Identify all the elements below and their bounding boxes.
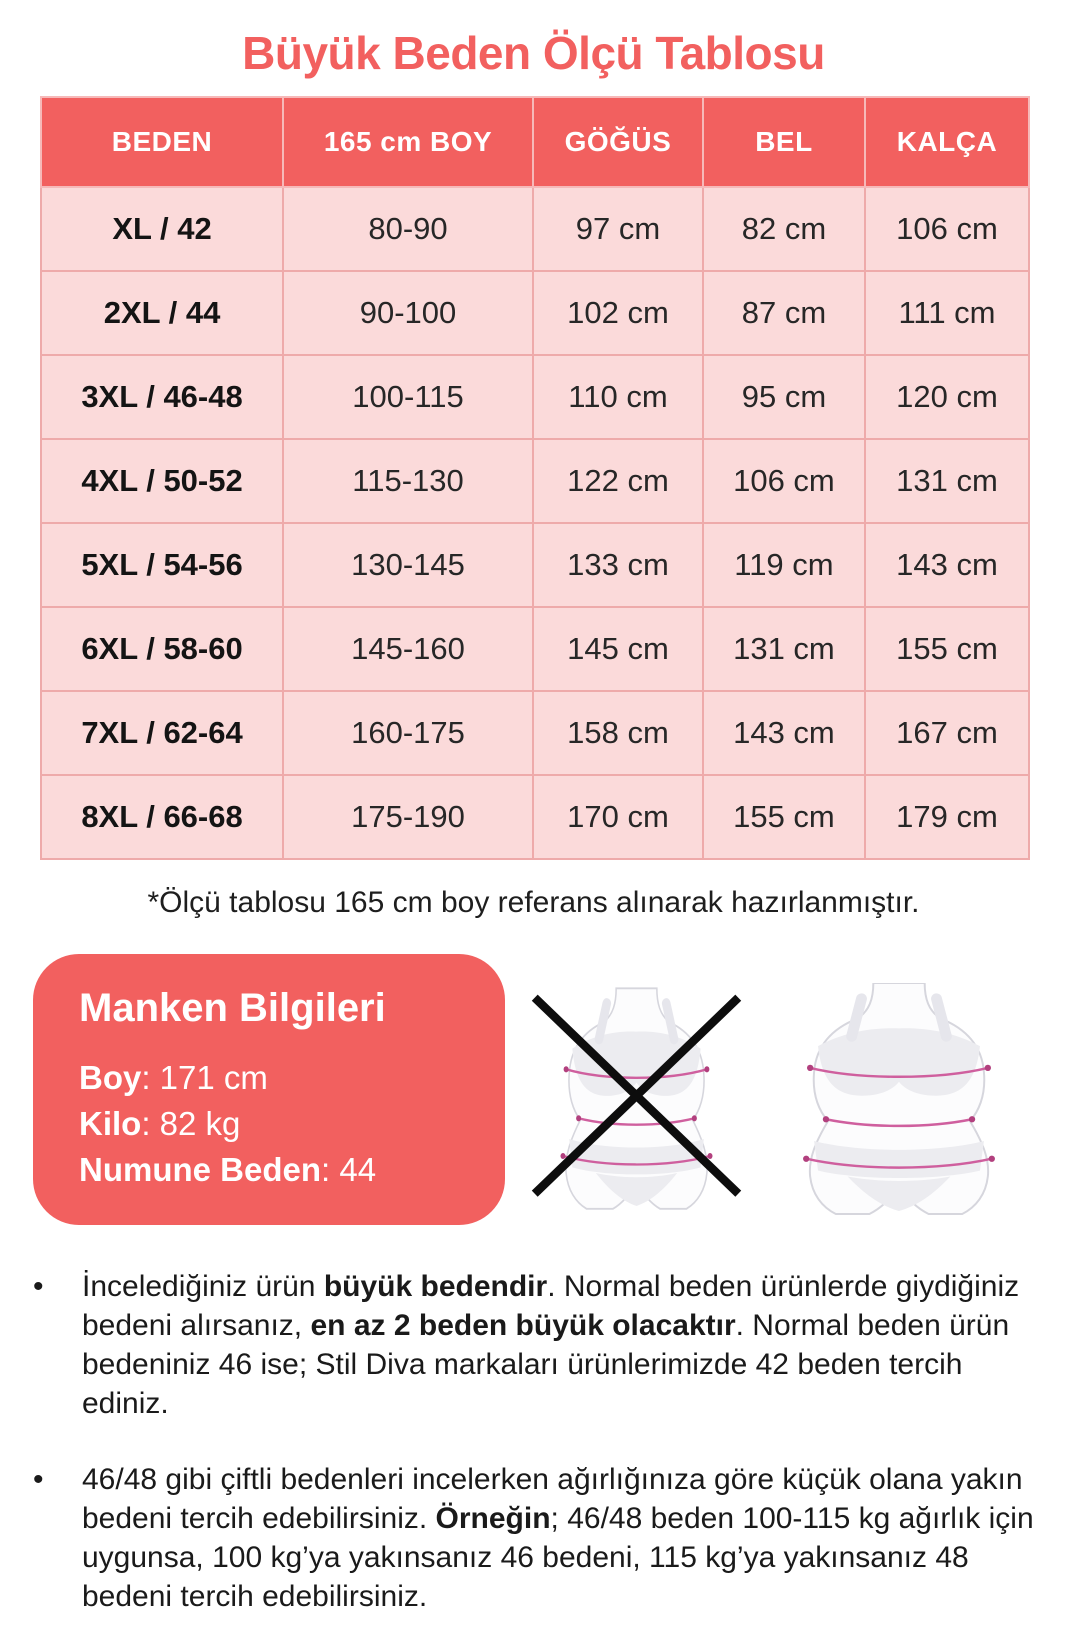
column-header-beden: BEDEN xyxy=(41,97,283,187)
cell-size-name: 2XL / 44 xyxy=(41,271,283,355)
cell-kalca: 155 cm xyxy=(865,607,1029,691)
cell-boy-range: 90-100 xyxy=(283,271,533,355)
notes-list xyxy=(33,1267,1037,1616)
table-row xyxy=(41,691,1029,775)
cell-bel: 119 cm xyxy=(703,523,865,607)
note-item-2 xyxy=(33,1460,1037,1616)
crossed-out-slim-body-icon xyxy=(514,983,759,1215)
model-info-value: : 171 cm xyxy=(141,1059,268,1096)
size-table-wrap xyxy=(40,96,1030,860)
model-info-line-numune xyxy=(79,1147,475,1193)
note-item-1 xyxy=(33,1267,1037,1423)
cell-bel: 143 cm xyxy=(703,691,865,775)
column-header-boy: 165 cm BOY xyxy=(283,97,533,187)
table-row xyxy=(41,523,1029,607)
table-row xyxy=(41,271,1029,355)
model-info-value: : 44 xyxy=(321,1151,377,1188)
note-text xyxy=(82,1460,1037,1616)
cell-size-name: 6XL / 58-60 xyxy=(41,607,283,691)
cell-size-name: XL / 42 xyxy=(41,187,283,271)
note-segment-bold: Örneğin xyxy=(435,1502,551,1535)
cell-gogus: 102 cm xyxy=(533,271,703,355)
model-info-label: Kilo xyxy=(79,1105,142,1142)
note-segment: ; 46/48 beden 100-115 kg ağırlık için uygunsa, 100 kg’ya yakınsanız 46 bedeni, 115 kg’ya yakınsanız 48 bedeni tercih edebilirsiniz. xyxy=(82,1502,1034,1613)
cell-bel: 106 cm xyxy=(703,439,865,523)
cell-kalca: 106 cm xyxy=(865,187,1029,271)
model-info-label: Numune Beden xyxy=(79,1151,322,1188)
note-segment-bold: büyük bedendir xyxy=(323,1270,548,1303)
table-footnote: *Ölçü tablosu 165 cm boy referans alınarak hazırlanmıştır. xyxy=(147,886,920,919)
cell-bel: 82 cm xyxy=(703,187,865,271)
model-info-line-boy xyxy=(79,1055,475,1101)
header-row xyxy=(41,97,1029,187)
cell-kalca: 143 cm xyxy=(865,523,1029,607)
cell-bel: 95 cm xyxy=(703,355,865,439)
model-info-value: : 82 kg xyxy=(141,1105,241,1142)
size-table-body xyxy=(41,187,1029,859)
note-segment: İncelediğiniz ürün xyxy=(82,1270,324,1303)
cell-gogus: 170 cm xyxy=(533,775,703,859)
table-row xyxy=(41,439,1029,523)
cell-kalca: 120 cm xyxy=(865,355,1029,439)
size-table-header xyxy=(41,97,1029,187)
note-segment-bold: en az 2 beden büyük olacaktır xyxy=(310,1309,736,1342)
cell-gogus: 97 cm xyxy=(533,187,703,271)
cell-gogus: 110 cm xyxy=(533,355,703,439)
column-header-kalca: KALÇA xyxy=(865,97,1029,187)
model-info-title: Manken Bilgileri xyxy=(79,986,386,1030)
cell-bel: 131 cm xyxy=(703,607,865,691)
plus-size-body-silhouette xyxy=(803,983,995,1214)
cell-size-name: 4XL / 50-52 xyxy=(41,439,283,523)
cell-kalca: 167 cm xyxy=(865,691,1029,775)
cell-size-name: 7XL / 62-64 xyxy=(41,691,283,775)
table-row xyxy=(41,607,1029,691)
note-text xyxy=(82,1267,1037,1423)
note-segment: 46/48 gibi çiftli bedenleri incelerken ağırlığınıza göre küçük olana yakın bedeni tercih edebilirsiniz. xyxy=(82,1463,1023,1535)
cell-kalca: 131 cm xyxy=(865,439,1029,523)
cell-boy-range: 145-160 xyxy=(283,607,533,691)
size-chart-page xyxy=(0,26,1067,1626)
note-segment: . Normal beden ürünlerde giydiğiniz bedeni alırsanız, xyxy=(82,1270,1020,1342)
cell-size-name: 5XL / 54-56 xyxy=(41,523,283,607)
cell-boy-range: 160-175 xyxy=(283,691,533,775)
model-info-section xyxy=(33,954,1039,1225)
cell-boy-range: 80-90 xyxy=(283,187,533,271)
bullet-dot: • xyxy=(33,1463,44,1496)
table-row xyxy=(41,355,1029,439)
plus-size-body-icon xyxy=(768,983,1030,1215)
cell-gogus: 158 cm xyxy=(533,691,703,775)
column-header-gogus: GÖĞÜS xyxy=(533,97,703,187)
cell-kalca: 111 cm xyxy=(865,271,1029,355)
cell-boy-range: 115-130 xyxy=(283,439,533,523)
table-row xyxy=(41,775,1029,859)
cell-gogus: 133 cm xyxy=(533,523,703,607)
column-header-bel: BEL xyxy=(703,97,865,187)
cell-bel: 155 cm xyxy=(703,775,865,859)
table-row xyxy=(41,187,1029,271)
cell-gogus: 145 cm xyxy=(533,607,703,691)
cell-kalca: 179 cm xyxy=(865,775,1029,859)
figures-container xyxy=(505,965,1039,1215)
note-segment: . Normal beden ürün bedeniniz 46 ise; Stil Diva markaları ürünlerimizde 42 beden tercih ediniz. xyxy=(82,1309,1010,1420)
cell-boy-range: 100-115 xyxy=(283,355,533,439)
cell-size-name: 3XL / 46-48 xyxy=(41,355,283,439)
size-table xyxy=(40,96,1030,860)
model-info-line-kilo xyxy=(79,1101,475,1147)
model-info-label: Boy xyxy=(79,1059,142,1096)
cell-boy-range: 175-190 xyxy=(283,775,533,859)
model-info-card xyxy=(33,954,505,1225)
cell-gogus: 122 cm xyxy=(533,439,703,523)
cell-size-name: 8XL / 66-68 xyxy=(41,775,283,859)
page-title: Büyük Beden Ölçü Tablosu xyxy=(242,27,825,79)
bullet-dot: • xyxy=(33,1270,44,1303)
cell-boy-range: 130-145 xyxy=(283,523,533,607)
cell-bel: 87 cm xyxy=(703,271,865,355)
